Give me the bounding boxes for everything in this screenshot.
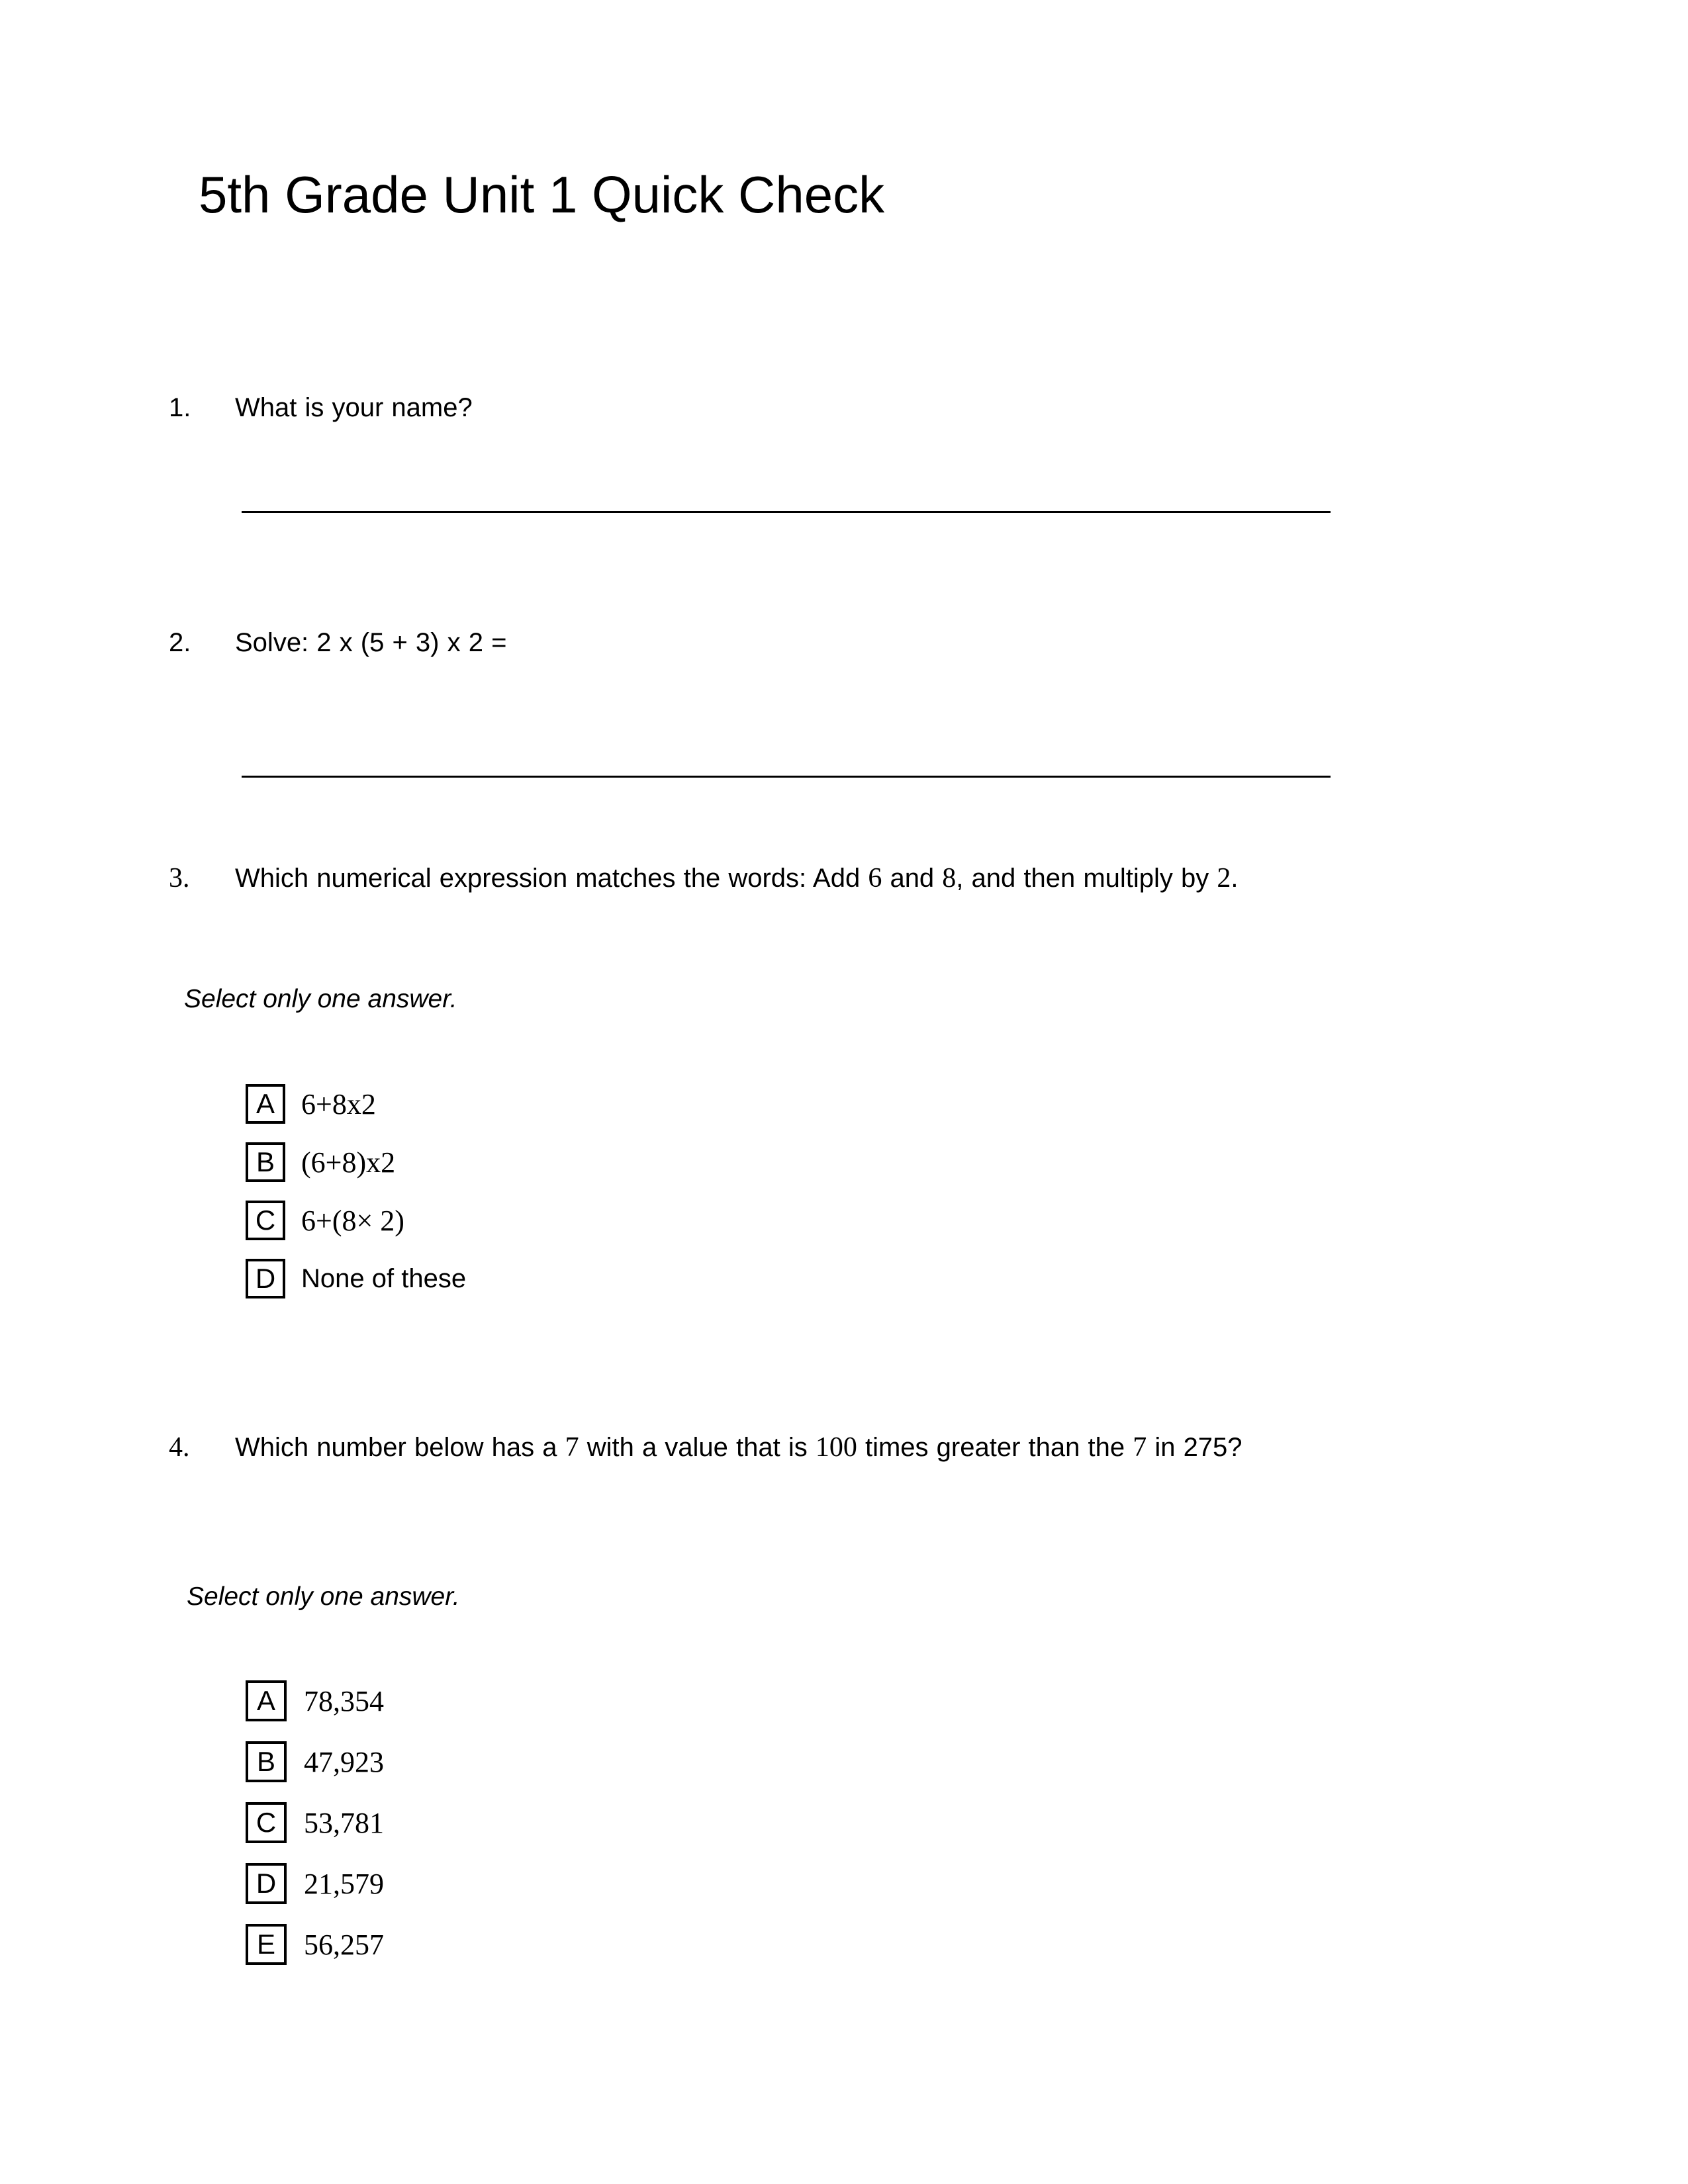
question-3-option-c-label: 6+(8× 2) (301, 1204, 404, 1237)
question-3-text-seg-4: . (1231, 864, 1239, 893)
question-3-option-b[interactable] (246, 1133, 466, 1191)
question-4-option-d-checkbox[interactable]: D (246, 1863, 287, 1904)
question-3-option-d-label: None of these (301, 1263, 467, 1293)
question-3-option-d[interactable] (246, 1250, 466, 1308)
question-4-select-instruction: Select only one answer. (187, 1582, 460, 1611)
question-4-option-d[interactable] (246, 1853, 384, 1914)
question-2 (169, 625, 1493, 660)
question-4-text-seg-2: with a value that is (579, 1433, 816, 1462)
question-1 (169, 390, 1493, 425)
question-2-text: Solve: 2 x (5 + 3) x 2 = (235, 628, 507, 657)
question-3-number-6: 6 (868, 863, 882, 893)
question-4 (169, 1430, 1499, 1466)
question-4-number-7a: 7 (565, 1432, 579, 1463)
question-3-option-b-label: (6+8)x2 (301, 1146, 396, 1179)
question-3-options (246, 1075, 466, 1308)
question-1-text: What is your name? (235, 393, 473, 422)
question-3-option-c[interactable] (246, 1191, 466, 1250)
question-3-text-seg-1: Which numerical expression matches the words: Add (235, 864, 868, 893)
question-4-text (235, 1430, 1499, 1466)
question-4-option-b-label: 47,923 (304, 1745, 384, 1778)
question-4-option-e-label: 56,257 (304, 1928, 384, 1961)
question-3-number-8: 8 (942, 863, 957, 893)
question-3 (169, 860, 1446, 897)
question-4-option-a[interactable] (246, 1670, 384, 1731)
question-4-text-seg-3: times greater than the (857, 1433, 1133, 1462)
question-4-options (246, 1670, 384, 1975)
question-4-number: 4. (169, 1432, 190, 1463)
question-4-option-e-checkbox[interactable]: E (246, 1924, 287, 1965)
question-4-number-100: 100 (815, 1432, 857, 1463)
question-3-text (235, 860, 1446, 897)
question-3-number: 3. (169, 863, 190, 893)
question-4-option-c[interactable] (246, 1792, 384, 1853)
question-4-row (169, 1430, 1499, 1466)
question-3-option-c-checkbox[interactable]: C (246, 1201, 285, 1240)
question-4-option-b[interactable] (246, 1731, 384, 1792)
question-4-text-seg-4: in 275? (1147, 1433, 1243, 1462)
question-4-option-d-label: 21,579 (304, 1867, 384, 1900)
question-3-text-seg-3: , and then multiply by (956, 864, 1217, 893)
question-1-row (169, 390, 1493, 425)
question-3-option-a[interactable] (246, 1075, 466, 1133)
question-3-select-instruction: Select only one answer. (184, 985, 457, 1013)
question-1-answer-line[interactable] (242, 511, 1331, 513)
question-4-option-c-label: 53,781 (304, 1806, 384, 1839)
question-3-number-2: 2 (1217, 863, 1231, 893)
question-4-option-a-label: 78,354 (304, 1684, 384, 1717)
question-4-option-a-checkbox[interactable]: A (246, 1680, 287, 1721)
question-3-option-a-label: 6+8x2 (301, 1087, 376, 1120)
question-4-number-7b: 7 (1133, 1432, 1147, 1463)
question-3-row (169, 860, 1446, 897)
question-3-option-d-checkbox[interactable]: D (246, 1259, 285, 1298)
question-2-answer-line[interactable] (242, 776, 1331, 778)
question-4-text-seg-1: Which number below has a (235, 1433, 565, 1462)
question-2-row (169, 625, 1493, 660)
question-4-option-e[interactable] (246, 1914, 384, 1975)
question-3-option-a-checkbox[interactable]: A (246, 1084, 285, 1124)
question-4-option-c-checkbox[interactable]: C (246, 1802, 287, 1843)
page-title: 5th Grade Unit 1 Quick Check (199, 165, 885, 224)
question-1-number: 1. (169, 393, 191, 422)
question-2-number: 2. (169, 628, 191, 657)
question-3-option-b-checkbox[interactable]: B (246, 1142, 285, 1182)
question-4-option-b-checkbox[interactable]: B (246, 1741, 287, 1782)
question-3-text-seg-2: and (882, 864, 943, 893)
